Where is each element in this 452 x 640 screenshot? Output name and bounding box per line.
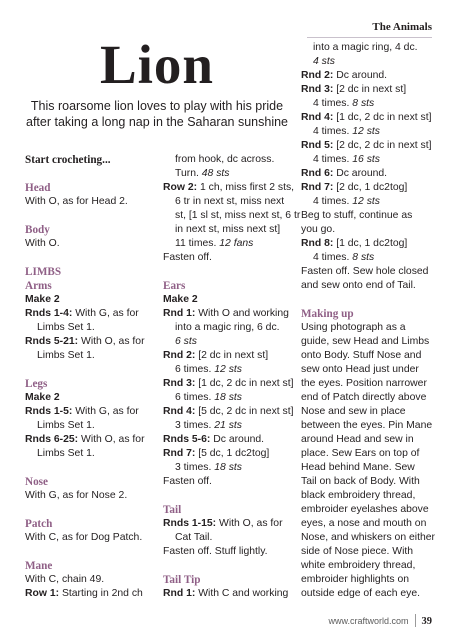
round-label: Rnd 3: [163,378,196,389]
stitch-count: 6 sts [175,336,197,347]
mane-line: in next st, miss next st] [175,224,281,235]
body-heading: Body [25,224,50,236]
footer-divider [415,614,416,627]
round-text: [1 dc, 1 dc2tog] [336,238,408,249]
column-3 [301,41,436,601]
making-up-line: Nose, and whiskers on either [301,532,435,543]
row-label: Row 1: [25,588,60,599]
making-up-line: outside edge of each eye. [301,588,421,599]
making-up-line: place. Sew Ears on top of [301,448,420,459]
round-text: [2 dc, 1 dc2tog] [336,182,408,193]
arms-round [25,335,167,349]
stitch-count: 48 sts [201,168,230,179]
legs-make: Make 2 [25,392,60,403]
tail-round-cont: Cat Tail. [175,532,213,543]
tail-tip-round-cont [301,153,436,167]
mane-line: 6 tr in next st, miss next [175,196,285,207]
body-text: With O. [25,238,60,249]
making-up-line: end of Patch directly above [301,392,427,403]
making-up-line: Nose and sew in place [301,406,406,417]
tail-fasten: Fasten off. Stuff lightly. [163,546,268,557]
round-text: 4 times. [313,126,350,137]
patch-heading: Patch [25,518,53,530]
tail-tip-fasten: and sew onto end of Tail. [301,280,416,291]
ears-round [163,433,301,447]
stitch-count: 8 sts [352,252,375,263]
ears-fasten: Fasten off. [163,476,212,487]
making-up-line: Using photograph as a [301,322,406,333]
round-label: Rnd 3: [301,84,334,95]
tail-tip-round [301,69,436,83]
making-up-line: eyes, a nose and mouth on [301,518,427,529]
arms-round-cont: Limbs Set 1. [37,322,95,333]
round-text: 4 times. [313,154,350,165]
round-text: Dc around. [336,168,388,179]
making-up-line: Tail on back of Body. With [301,476,420,487]
round-label: Rnd 7: [163,448,196,459]
round-text: With C and working [198,588,289,599]
stitch-count: 12 sts [352,126,381,137]
ears-round [163,307,301,321]
making-up-line: the eyes. Position narrower [301,378,427,389]
round-text: 6 times. [175,364,212,375]
section-header: The Animals [372,21,432,33]
tail-tip-round [301,111,436,125]
round-text: [2 dc in next st] [336,84,407,95]
making-up-line: white embroidery thread, [301,560,416,571]
intro-text: This roarsome lion loves to play with his pride after taking a long nap in the Saharan sunshine [26,99,288,129]
stitch-count: 8 sts [352,98,375,109]
tail-tip-round [301,181,436,195]
page-footer [328,614,432,627]
legs-round-cont: Limbs Set 1. [37,448,95,459]
round-label: Rnd 7: [301,182,334,193]
ears-round-cont [163,419,301,433]
stitch-count: 12 fans [219,238,254,249]
mane-line: st, [1 sl st, miss next st, 6 tr [175,210,301,221]
mane-line [163,237,301,251]
round-text: Dc around. [336,70,388,81]
making-up-line: guide, sew Head and Limbs [301,336,430,347]
mane-row [163,181,301,195]
round-label: Rnds 5-21: [25,336,79,347]
ears-round-cont [163,363,301,377]
round-text: 3 times. [175,420,212,431]
stitch-count: 18 sts [214,392,243,403]
round-text: [5 dc, 2 dc in next st] [198,406,294,417]
round-label: Rnd 8: [301,238,334,249]
stitch-count: 12 sts [214,364,243,375]
making-up-line: Head behind Mane. Sew [301,462,415,473]
tail-tip-fasten: Fasten off. Sew hole closed [301,266,429,277]
page-title: Lion [99,34,215,95]
round-label: Rnd 1: [163,308,196,319]
making-up-line: around Head and sew in [301,434,414,445]
making-up-line: sew onto Head just under [301,364,419,375]
tail-tip-round-cont [301,125,436,139]
round-label: Rnd 2: [301,70,334,81]
making-up-line: onto Body. Stuff Nose and [301,350,422,361]
round-text: [1 dc, 2 dc in next st] [336,112,432,123]
round-text: [2 dc, 2 dc in next st] [336,140,432,151]
ears-round [163,447,301,461]
round-text: With O, as for [81,434,145,445]
arms-round-cont: Limbs Set 1. [37,350,95,361]
tail-tip-note: Beg to stuff, continue as [301,210,413,221]
round-text: With O and working [198,308,289,319]
nose-heading: Nose [25,476,48,488]
head-heading: Head [25,182,51,194]
making-up-line: embroider eyelashes above [301,504,429,515]
stitch-count: 16 sts [352,154,381,165]
ears-round [163,405,301,419]
mane-line [163,167,301,181]
round-text: [5 dc, 1 dc2tog] [198,448,270,459]
tail-tip-round [163,587,301,601]
nose-text: With G, as for Nose 2. [25,490,128,501]
start-heading: Start crocheting... [25,154,111,166]
round-text: Dc around. [213,434,265,445]
ears-make: Make 2 [163,294,198,305]
round-label: Rnd 2: [163,350,196,361]
ears-round [163,349,301,363]
mane-fasten: Fasten off. [163,252,212,263]
making-up-line: side of Nose piece. With [301,546,414,557]
stitch-count: 18 sts [214,462,243,473]
row-text: 1 ch, miss first 2 sts, [199,182,295,193]
round-text: With G, as for [75,406,139,417]
round-label: Rnd 5: [301,140,334,151]
ears-round-cont: into a magic ring, 6 dc. [175,322,280,333]
limbs-heading: LIMBS [25,266,62,278]
arms-round [25,307,167,321]
tail-tip-round-cont [301,195,436,209]
row-text: Starting in 2nd ch [61,588,143,599]
making-up-line: embroider highlights on [301,574,410,585]
mane-line: With C, chain 49. [25,574,105,585]
tail-round [163,517,301,531]
round-text: With O, as for [81,336,145,347]
round-text: 3 times. [175,462,212,473]
round-label: Rnd 1: [163,588,196,599]
patch-text: With C, as for Dog Patch. [25,532,143,543]
tail-tip-round-cont [301,251,436,265]
ears-round [163,377,301,391]
round-label: Rnd 4: [163,406,196,417]
round-text: [2 dc in next st] [198,350,269,361]
tail-tip-round [301,167,436,181]
mane-line: from hook, dc across. [175,154,275,165]
round-label: Rnd 6: [301,168,334,179]
row-label: Row 2: [163,182,198,193]
tail-tip-note: you go. [301,224,336,235]
round-text: [1 dc, 2 dc in next st] [198,378,294,389]
round-text: 4 times. [313,98,350,109]
tail-tip-round [301,139,436,153]
mane-heading: Mane [25,560,53,572]
ears-round-cont [163,461,301,475]
tail-tip-round-cont: into a magic ring, 4 dc. [313,42,418,53]
tail-tip-round-cont [301,97,436,111]
legs-round-cont: Limbs Set 1. [37,420,95,431]
stitch-count: 4 sts [313,56,335,67]
arms-make: Make 2 [25,294,60,305]
mane-row [25,587,167,601]
ears-round-cont [163,391,301,405]
round-text: 4 times. [313,252,350,263]
round-label: Rnds 1-15: [163,518,217,529]
stitch-count: 12 sts [352,196,381,207]
tail-tip-round [301,237,436,251]
round-text: With G, as for [75,308,139,319]
column-2 [163,153,301,601]
mane-text: Turn. [175,168,199,179]
making-up-heading: Making up [301,308,354,320]
round-label: Rnds 5-6: [163,434,211,445]
stitch-count: 21 sts [214,420,243,431]
footer-url[interactable]: www.craftworld.com [328,616,409,626]
round-text: 4 times. [313,196,350,207]
mane-text: 11 times. [175,238,217,249]
page-number: 39 [421,616,432,627]
round-label: Rnds 6-25: [25,434,79,445]
arms-heading: Arms [25,280,52,292]
tail-tip-heading: Tail Tip [163,574,201,586]
legs-round [25,433,167,447]
making-up-line: between the eyes. Pin Mane [301,420,433,431]
column-1 [25,153,167,601]
round-text: With O, as for [219,518,283,529]
head-text: With O, as for Head 2. [25,196,128,207]
legs-heading: Legs [25,378,48,390]
tail-heading: Tail [163,504,182,516]
header-divider [307,37,432,38]
round-text: 6 times. [175,392,212,403]
round-label: Rnds 1-5: [25,406,73,417]
round-label: Rnds 1-4: [25,308,73,319]
tail-tip-round [301,83,436,97]
making-up-line: black embroidery thread, [301,490,416,501]
ears-heading: Ears [163,280,186,292]
round-label: Rnd 4: [301,112,334,123]
legs-round [25,405,167,419]
